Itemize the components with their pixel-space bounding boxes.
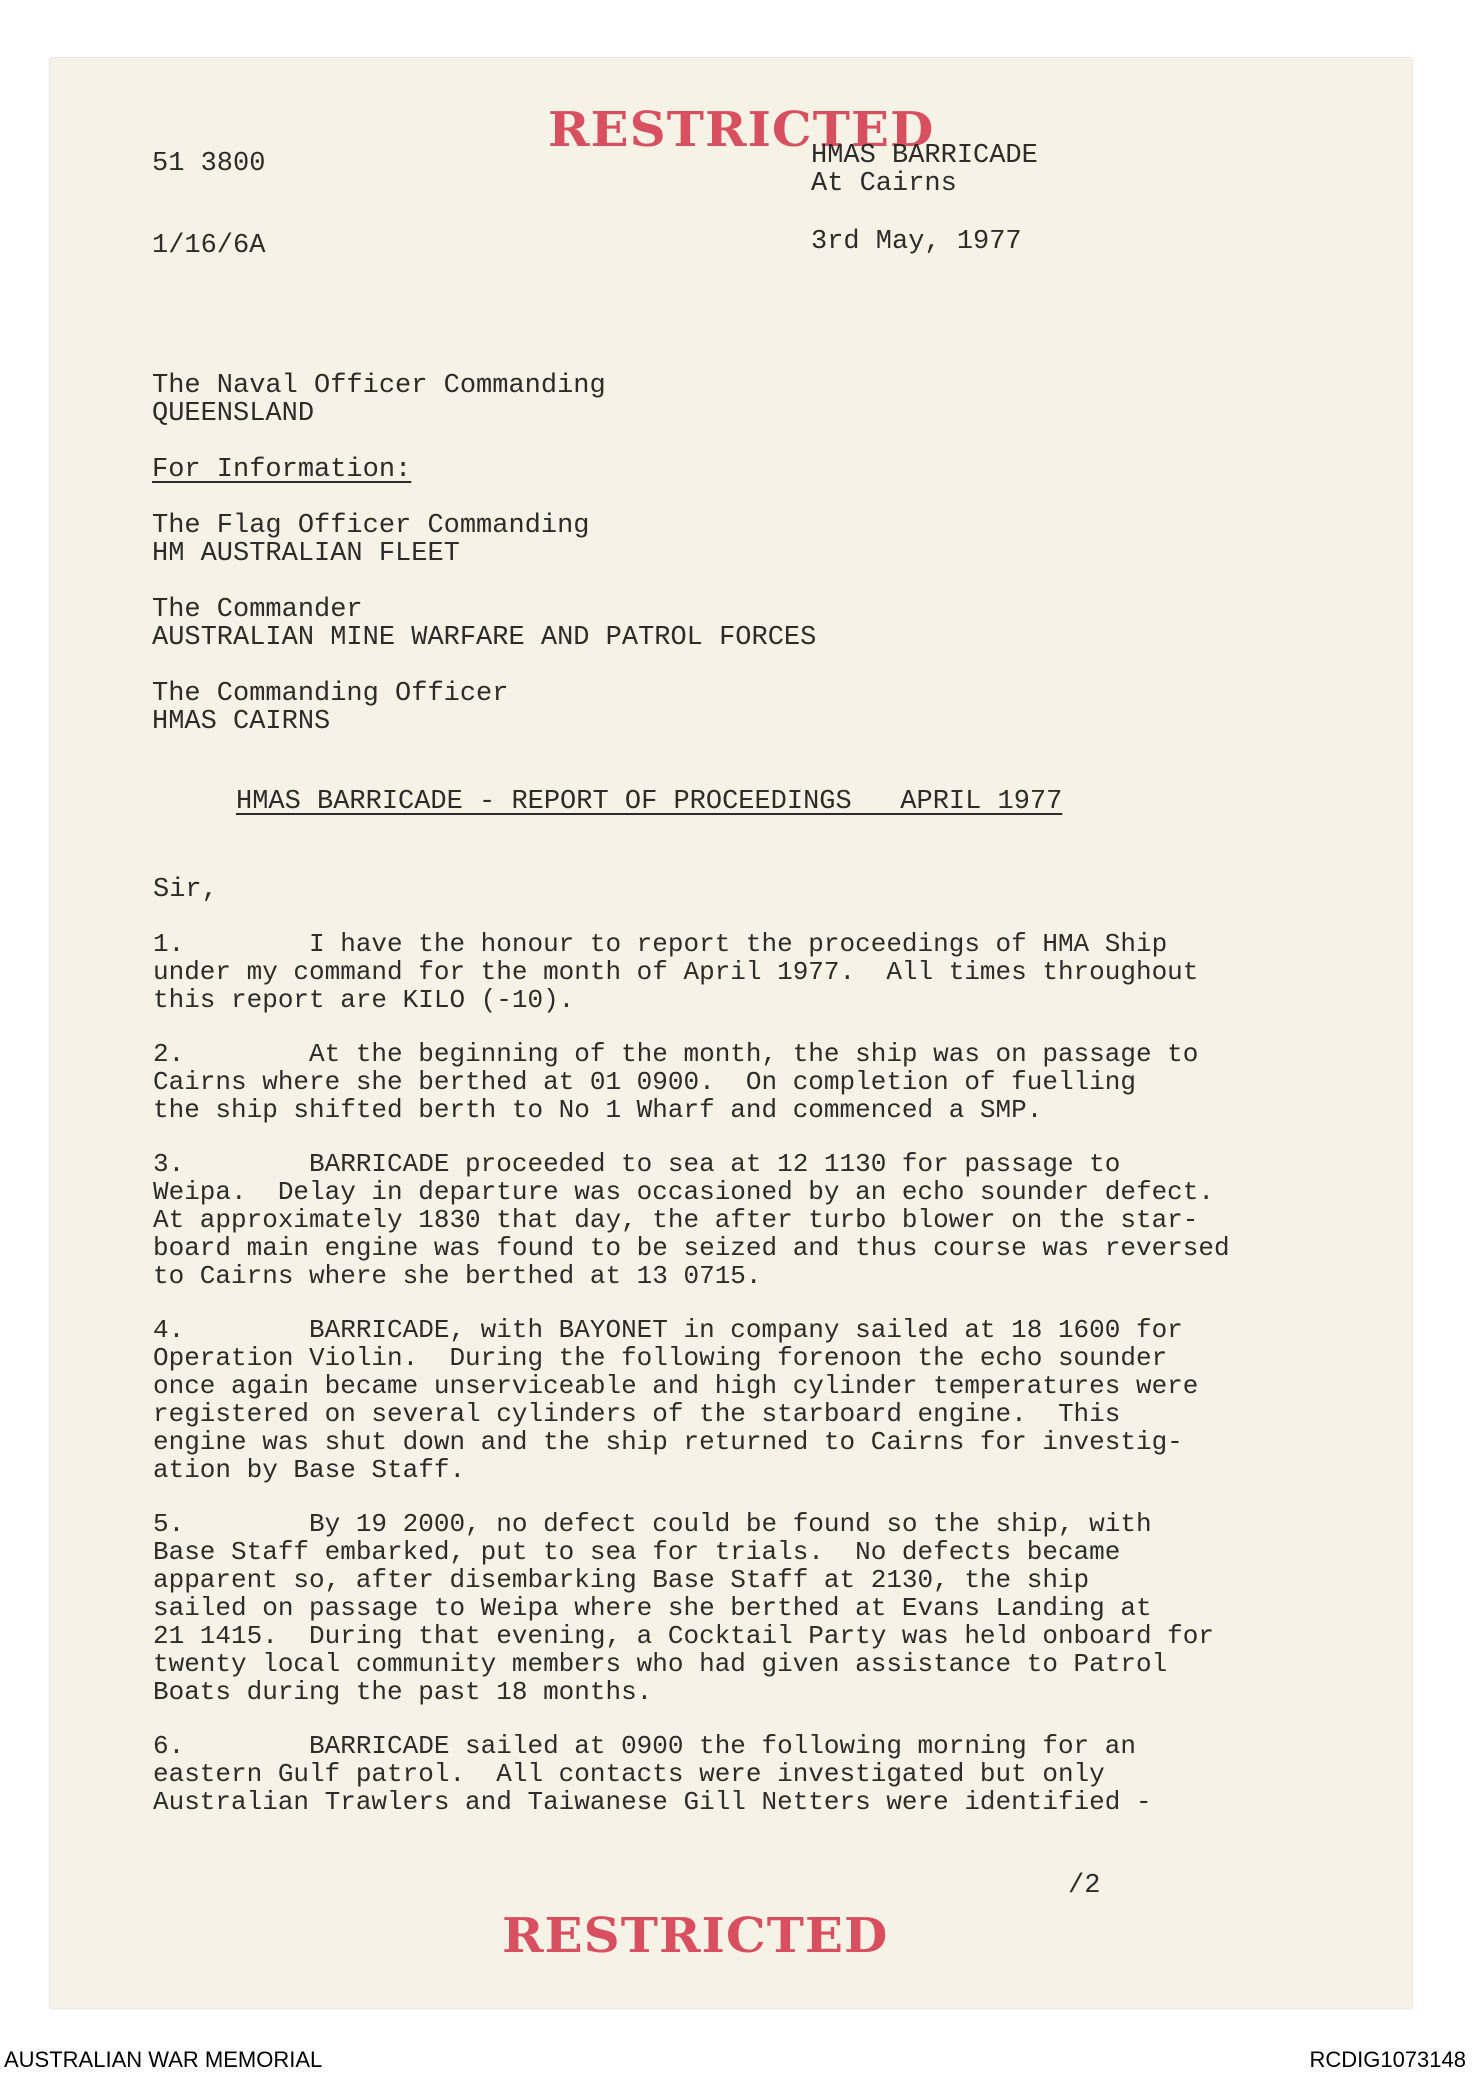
addressee-line-1: The Naval Officer Commanding bbox=[152, 371, 606, 401]
paragraph-line: this report are KILO (-10). bbox=[153, 985, 575, 1015]
paragraph-line: registered on several cylinders of the starboard engine. This bbox=[153, 1399, 1121, 1429]
paragraph-line: once again became unserviceable and high cylinder temperatures were bbox=[153, 1371, 1199, 1401]
paragraph-line: the ship shifted berth to No 1 Wharf and commenced a SMP. bbox=[153, 1095, 1043, 1125]
page-continuation-marker: /2 bbox=[1068, 1871, 1101, 1901]
reference-number: 51 3800 bbox=[152, 149, 266, 179]
file-reference: 1/16/6A bbox=[152, 231, 266, 261]
paragraph-line: board main engine was found to be seized and thus course was reversed bbox=[153, 1233, 1230, 1263]
footer-record-id: RCDIG1073148 bbox=[1309, 2047, 1466, 2072]
paragraph-line: 21 1415. During that evening, a Cocktail Party was held onboard for bbox=[153, 1621, 1214, 1651]
document-page bbox=[50, 58, 1412, 2008]
restricted-stamp-top: RESTRICTED bbox=[548, 101, 935, 158]
paragraph-line: Cairns where she berthed at 01 0900. On completion of fuelling bbox=[153, 1067, 1136, 1097]
for-information-label: For Information: bbox=[152, 455, 412, 485]
paragraph-line: 5. By 19 2000, no defect could be found so the ship, with bbox=[153, 1509, 1152, 1539]
paragraph-line: engine was shut down and the ship returned to Cairns for investig- bbox=[153, 1427, 1183, 1457]
paragraph-line: sailed on passage to Weipa where she berthed at Evans Landing at bbox=[153, 1593, 1152, 1623]
info-recipient-2-line-2: AUSTRALIAN MINE WARFARE AND PATROL FORCES bbox=[152, 623, 817, 653]
info-recipient-3-line-1: The Commanding Officer bbox=[152, 679, 509, 709]
paragraph-line: Weipa. Delay in departure was occasioned by an echo sounder defect. bbox=[153, 1177, 1214, 1207]
paragraph-line: 1. I have the honour to report the proceedings of HMA Ship bbox=[153, 929, 1168, 959]
info-recipient-2-line-1: The Commander bbox=[152, 595, 363, 625]
letter-date: 3rd May, 1977 bbox=[811, 227, 1022, 257]
paragraph-line: 4. BARRICADE, with BAYONET in company sailed at 18 1600 for bbox=[153, 1315, 1183, 1345]
sender-location: At Cairns bbox=[811, 169, 957, 199]
info-recipient-1-line-1: The Flag Officer Commanding bbox=[152, 511, 590, 541]
info-recipient-3-line-2: HMAS CAIRNS bbox=[152, 707, 331, 737]
paragraph-line: eastern Gulf patrol. All contacts were investigated but only bbox=[153, 1759, 1105, 1789]
salutation: Sir, bbox=[153, 875, 218, 905]
addressee-line-2: QUEENSLAND bbox=[152, 399, 315, 429]
paragraph-line: twenty local community members who had given assistance to Patrol bbox=[153, 1649, 1168, 1679]
paragraph-line: 2. At the beginning of the month, the ship was on passage to bbox=[153, 1039, 1199, 1069]
restricted-stamp-bottom: RESTRICTED bbox=[502, 1907, 889, 1964]
sender-ship: HMAS BARRICADE bbox=[811, 141, 1038, 171]
footer-institution: AUSTRALIAN WAR MEMORIAL bbox=[4, 2047, 323, 2072]
subject-line: HMAS BARRICADE - REPORT OF PROCEEDINGS APRIL 1977 bbox=[236, 787, 1063, 817]
paragraph-line: Boats during the past 18 months. bbox=[153, 1677, 653, 1707]
info-recipient-1-line-2: HM AUSTRALIAN FLEET bbox=[152, 539, 460, 569]
paragraph-line: to Cairns where she berthed at 13 0715. bbox=[153, 1261, 762, 1291]
paragraph-line: 6. BARRICADE sailed at 0900 the following morning for an bbox=[153, 1731, 1136, 1761]
paragraph-line: Australian Trawlers and Taiwanese Gill Netters were identified - bbox=[153, 1787, 1152, 1817]
paragraph-line: Base Staff embarked, put to sea for trials. No defects became bbox=[153, 1537, 1121, 1567]
paragraph-line: apparent so, after disembarking Base Staff at 2130, the ship bbox=[153, 1565, 1090, 1595]
paragraph-line: ation by Base Staff. bbox=[153, 1455, 466, 1485]
paragraph-line: 3. BARRICADE proceeded to sea at 12 1130 for passage to bbox=[153, 1149, 1121, 1179]
paragraph-line: Operation Violin. During the following forenoon the echo sounder bbox=[153, 1343, 1168, 1373]
paragraph-line: At approximately 1830 that day, the after turbo blower on the star- bbox=[153, 1205, 1199, 1235]
paragraph-line: under my command for the month of April 1977. All times throughout bbox=[153, 957, 1199, 987]
